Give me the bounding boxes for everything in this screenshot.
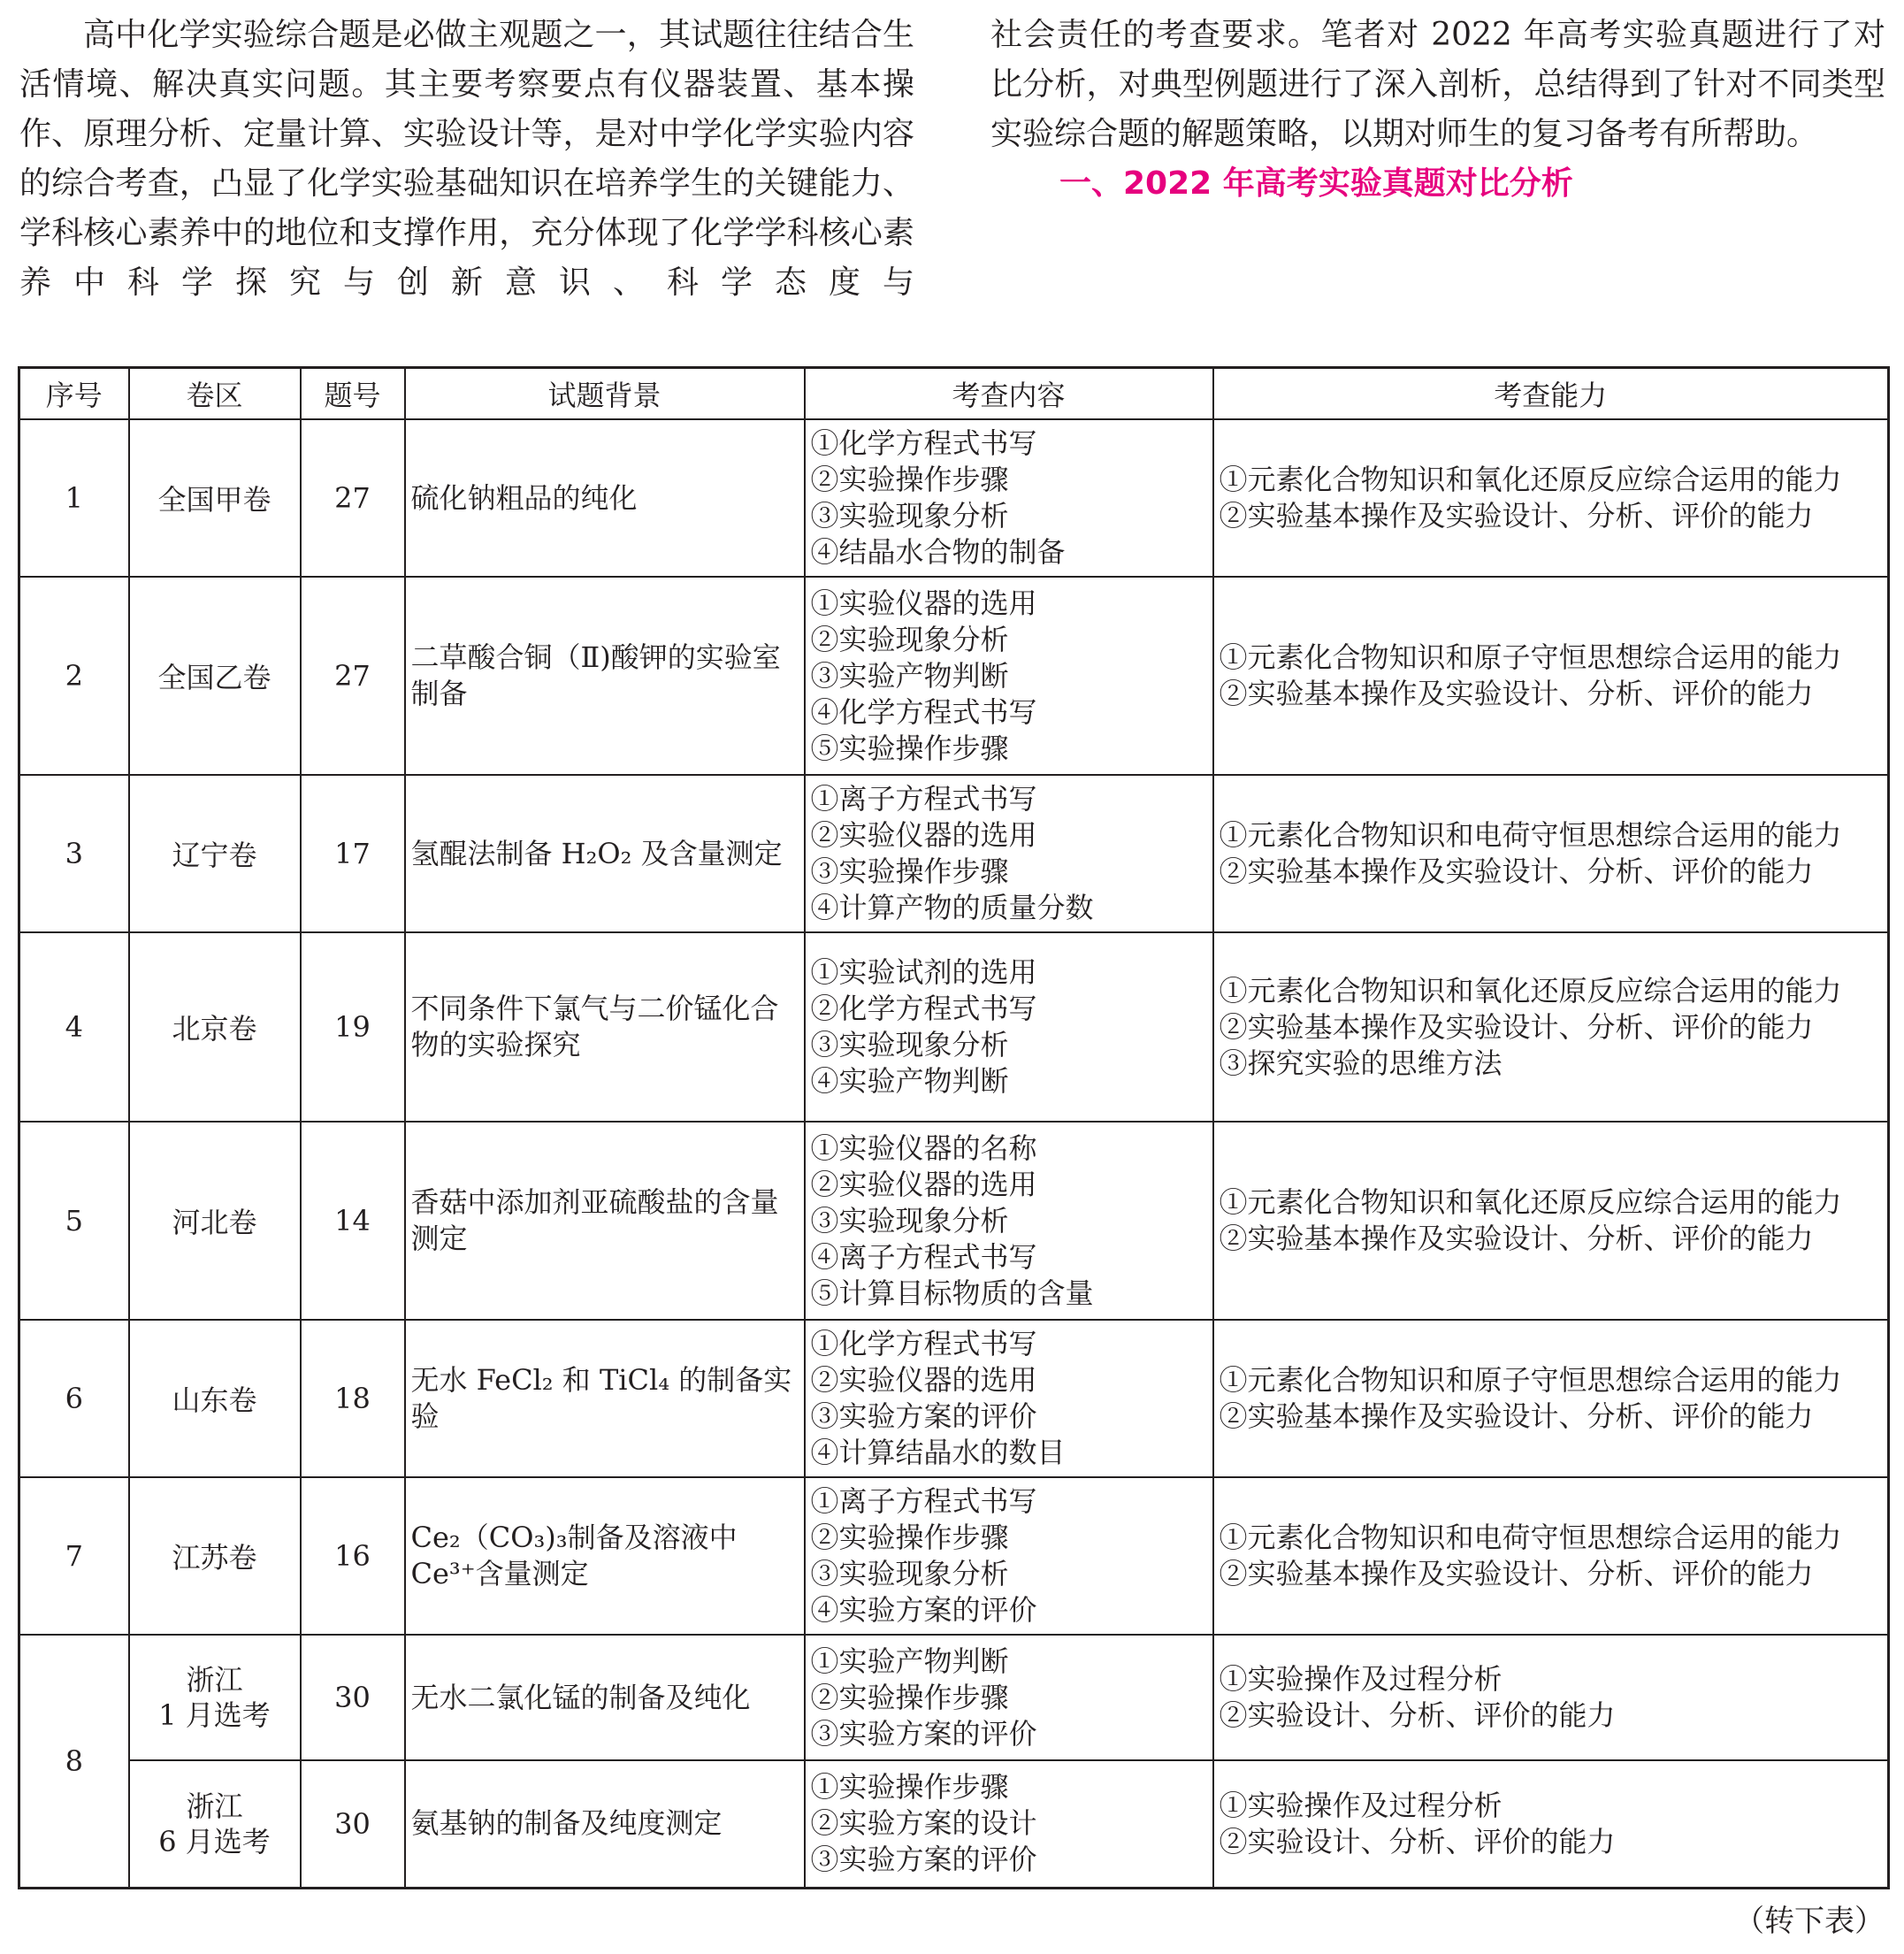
content-item: ②化学方程式书写	[810, 992, 1037, 1025]
ability-list	[1213, 577, 1889, 775]
question-number: 18	[301, 1320, 405, 1477]
content-list	[805, 1320, 1213, 1477]
content-item: ④化学方程式书写	[810, 694, 1037, 729]
question-background: 不同条件下氯气与二价锰化合物的实验探究	[405, 932, 805, 1122]
ability-list	[1213, 1477, 1889, 1635]
intro-right-column	[990, 11, 1885, 308]
question-number: 14	[301, 1122, 405, 1320]
content-item: ④结晶水合物的制备	[810, 535, 1066, 569]
content-item: ②实验操作步骤	[810, 463, 1009, 496]
ability-item: ①元素化合物知识和原子守恒思想综合运用的能力	[1219, 640, 1842, 674]
header-question-no: 题号	[301, 368, 405, 420]
content-item: ①实验产物判断	[810, 1644, 1009, 1678]
table-header-row	[19, 368, 1889, 420]
question-background: 香菇中添加剂亚硫酸盐的含量测定	[405, 1122, 805, 1320]
row-number: 1	[19, 419, 129, 577]
content-item: ①离子方程式书写	[810, 1484, 1037, 1518]
table-row	[19, 1320, 1889, 1477]
row-number: 3	[19, 775, 129, 932]
question-background: 二草酸合铜（Ⅱ)酸钾的实验室制备	[405, 577, 805, 775]
ability-item: ①元素化合物知识和电荷守恒思想综合运用的能力	[1219, 1521, 1842, 1554]
exam-region: 山东卷	[129, 1320, 301, 1477]
ability-item: ②实验基本操作及实验设计、分析、评价的能力	[1219, 1009, 1814, 1044]
content-list	[805, 775, 1213, 932]
question-background: 无水 FeCl₂ 和 TiCl₄ 的制备实验	[405, 1320, 805, 1477]
row-number: 7	[19, 1477, 129, 1635]
content-list	[805, 1122, 1213, 1320]
ability-list	[1213, 1760, 1889, 1888]
content-item: ④离子方程式书写	[810, 1239, 1037, 1274]
content-item: ④实验方案的评价	[810, 1593, 1037, 1627]
content-item: ③实验现象分析	[810, 499, 1009, 533]
header-ability: 考查能力	[1213, 368, 1889, 420]
content-item: ②实验操作步骤	[810, 1521, 1009, 1554]
ability-item: ②实验基本操作及实验设计、分析、评价的能力	[1219, 677, 1814, 710]
content-item: ③实验现象分析	[810, 1557, 1009, 1590]
exam-comparison-table	[18, 366, 1890, 1889]
content-item: ②实验操作步骤	[810, 1680, 1009, 1714]
table-row	[19, 419, 1889, 577]
question-background: 无水二氯化锰的制备及纯化	[405, 1635, 805, 1760]
ability-list	[1213, 932, 1889, 1122]
content-item: ⑤计算目标物质的含量	[810, 1276, 1094, 1310]
ability-item: ①实验操作及过程分析	[1219, 1788, 1503, 1822]
continued-note: （转下表）	[1734, 1904, 1885, 1939]
question-number: 30	[301, 1635, 405, 1760]
question-number: 27	[301, 419, 405, 577]
ability-item: ②实验基本操作及实验设计、分析、评价的能力	[1219, 499, 1814, 533]
ability-item: ②实验基本操作及实验设计、分析、评价的能力	[1219, 854, 1814, 888]
content-list	[805, 932, 1213, 1122]
ability-item: ②实验基本操作及实验设计、分析、评价的能力	[1219, 1557, 1814, 1590]
header-region: 卷区	[129, 368, 301, 420]
content-item: ①离子方程式书写	[810, 782, 1037, 816]
question-number: 16	[301, 1477, 405, 1635]
content-list	[805, 1477, 1213, 1635]
content-item: ①实验操作步骤	[810, 1770, 1009, 1805]
exam-region: 河北卷	[129, 1122, 301, 1320]
table-row	[19, 1760, 1889, 1888]
ability-item: ①元素化合物知识和原子守恒思想综合运用的能力	[1219, 1363, 1842, 1397]
ability-item: ①元素化合物知识和电荷守恒思想综合运用的能力	[1219, 818, 1842, 852]
question-number: 19	[301, 932, 405, 1122]
content-item: ①实验仪器的选用	[810, 586, 1037, 620]
ability-list	[1213, 1320, 1889, 1477]
ability-item: ②实验设计、分析、评价的能力	[1219, 1824, 1616, 1858]
table-row	[19, 775, 1889, 932]
row-number: 4	[19, 932, 129, 1122]
ability-item: ②实验基本操作及实验设计、分析、评价的能力	[1219, 1399, 1814, 1433]
row-number: 2	[19, 577, 129, 775]
exam-region: 北京卷	[129, 932, 301, 1122]
ability-item: ①元素化合物知识和氧化还原反应综合运用的能力	[1219, 1185, 1842, 1219]
content-item: ③实验产物判断	[810, 658, 1009, 693]
intro-columns	[19, 11, 1885, 308]
content-item: ③实验方案的评价	[810, 1716, 1037, 1751]
content-item: ②实验方案的设计	[810, 1806, 1037, 1841]
content-item: ②实验仪器的选用	[810, 1167, 1037, 1201]
content-list	[805, 1635, 1213, 1760]
exam-region	[129, 1760, 301, 1888]
content-item: ④计算结晶水的数目	[810, 1436, 1066, 1469]
ability-list	[1213, 775, 1889, 932]
question-background: 氨基钠的制备及纯度测定	[405, 1760, 805, 1888]
question-number: 27	[301, 577, 405, 775]
content-item: ③实验操作步骤	[810, 854, 1009, 888]
row-number: 8	[19, 1635, 129, 1888]
row-number: 6	[19, 1320, 129, 1477]
content-list	[805, 419, 1213, 577]
table-row	[19, 932, 1889, 1122]
content-item: ②实验仪器的选用	[810, 1363, 1037, 1397]
exam-region: 辽宁卷	[129, 775, 301, 932]
section-heading: 一、2022 年高考实验真题对比分析	[1059, 165, 1573, 202]
table-row	[19, 1477, 1889, 1635]
content-item: ④计算产物的质量分数	[810, 891, 1094, 924]
content-item: ①化学方程式书写	[810, 1327, 1037, 1360]
content-item: ②实验现象分析	[810, 622, 1009, 656]
question-number: 17	[301, 775, 405, 932]
content-item: ④实验产物判断	[810, 1064, 1009, 1098]
intro-left-column	[19, 11, 914, 308]
exam-region	[129, 1635, 301, 1760]
intro-paragraph-left: 高中化学实验综合题是必做主观题之一，其试题往往结合生活情境、解决真实问题。其主要考察要点有仪器装置、基本操作、原理分析、定量计算、实验设计等，是对中学化学实验内容的综合考查，凸显了化学实验基础知识在培养学生的关键能力、学科核心素养中的地位和支撑作用，充分体现了化学学科核心素养中科学探究与创新意识、科学态度与	[19, 17, 914, 301]
table-row	[19, 1122, 1889, 1320]
question-background: Ce₂（CO₃)₃制备及溶液中 Ce³⁺含量测定	[405, 1477, 805, 1635]
content-item: ③实验现象分析	[810, 1203, 1009, 1238]
content-item: ③实验方案的评价	[810, 1843, 1037, 1877]
content-item: ①实验试剂的选用	[810, 955, 1037, 989]
content-item: ⑤实验操作步骤	[810, 731, 1009, 765]
content-item: ③实验现象分析	[810, 1028, 1009, 1061]
ability-item: ②实验基本操作及实验设计、分析、评价的能力	[1219, 1222, 1814, 1255]
exam-region-line: 浙江	[186, 1663, 243, 1697]
table-row	[19, 577, 1889, 775]
header-background: 试题背景	[405, 368, 805, 420]
ability-list	[1213, 1635, 1889, 1760]
content-item: ①化学方程式书写	[810, 426, 1037, 460]
content-item: ①实验仪器的名称	[810, 1130, 1037, 1165]
ability-list	[1213, 1122, 1889, 1320]
content-list	[805, 577, 1213, 775]
ability-item: ①元素化合物知识和氧化还原反应综合运用的能力	[1219, 973, 1842, 1008]
exam-region: 全国甲卷	[129, 419, 301, 577]
content-item: ②实验仪器的选用	[810, 818, 1037, 852]
question-background: 氢醌法制备 H₂O₂ 及含量测定	[405, 775, 805, 932]
ability-list	[1213, 419, 1889, 577]
row-number: 5	[19, 1122, 129, 1320]
ability-item: ①元素化合物知识和氧化还原反应综合运用的能力	[1219, 463, 1842, 496]
table-row	[19, 1635, 1889, 1760]
header-content: 考查内容	[805, 368, 1213, 420]
ability-item: ②实验设计、分析、评价的能力	[1219, 1698, 1616, 1732]
exam-region-line: 6 月选考	[158, 1824, 271, 1858]
intro-paragraph-right: 社会责任的考查要求。笔者对 2022 年高考实验真题进行了对比分析，对典型例题进行了深入剖析，总结得到了针对不同类型实验综合题的解题策略，以期对师生的复习备考有所帮助。	[990, 17, 1885, 152]
exam-region: 江苏卷	[129, 1477, 301, 1635]
exam-region-line: 浙江	[186, 1789, 243, 1823]
exam-region-line: 1 月选考	[158, 1698, 271, 1732]
exam-region: 全国乙卷	[129, 577, 301, 775]
question-number: 30	[301, 1760, 405, 1888]
content-item: ③实验方案的评价	[810, 1399, 1037, 1433]
content-list	[805, 1760, 1213, 1888]
ability-item: ③探究实验的思维方法	[1219, 1046, 1503, 1080]
header-no: 序号	[19, 368, 129, 420]
ability-item: ①实验操作及过程分析	[1219, 1662, 1503, 1696]
question-background: 硫化钠粗品的纯化	[405, 419, 805, 577]
